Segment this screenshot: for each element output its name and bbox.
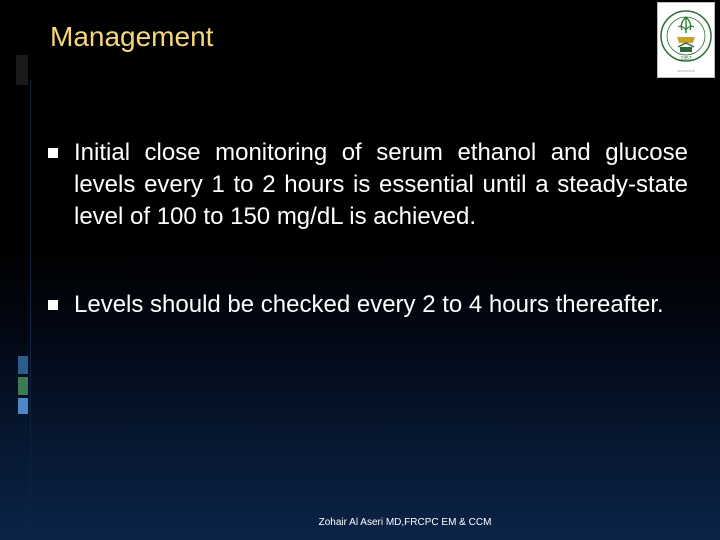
- slide-title: Management: [50, 21, 214, 52]
- side-marker-green: [18, 377, 28, 395]
- corner-decoration: [16, 55, 28, 85]
- side-marker-lightblue: [18, 398, 28, 414]
- side-marker-blue: [18, 356, 28, 374]
- bullet-text: Levels should be checked every 2 to 4 hours thereafter.: [74, 291, 664, 318]
- svg-text:1957: 1957: [680, 56, 692, 62]
- svg-text:~~~~~~: ~~~~~~: [677, 69, 695, 75]
- footer-text: Zohair Al Aseri MD,FRCPC EM & CCM: [318, 517, 492, 528]
- footer: [0, 517, 720, 529]
- university-seal-icon: [657, 2, 715, 78]
- bullet-item: [48, 289, 688, 321]
- left-rule: [30, 80, 31, 540]
- bullet-list: [48, 137, 688, 377]
- square-bullet-icon: [48, 148, 58, 158]
- bullet-text: Initial close monitoring of serum ethanol and glucose levels every 1 to 2 hours is essential until a steady-state level of 100 to 150 mg/dL is achieved.: [74, 139, 688, 230]
- square-bullet-icon: [48, 300, 58, 310]
- bullet-item: [48, 137, 688, 233]
